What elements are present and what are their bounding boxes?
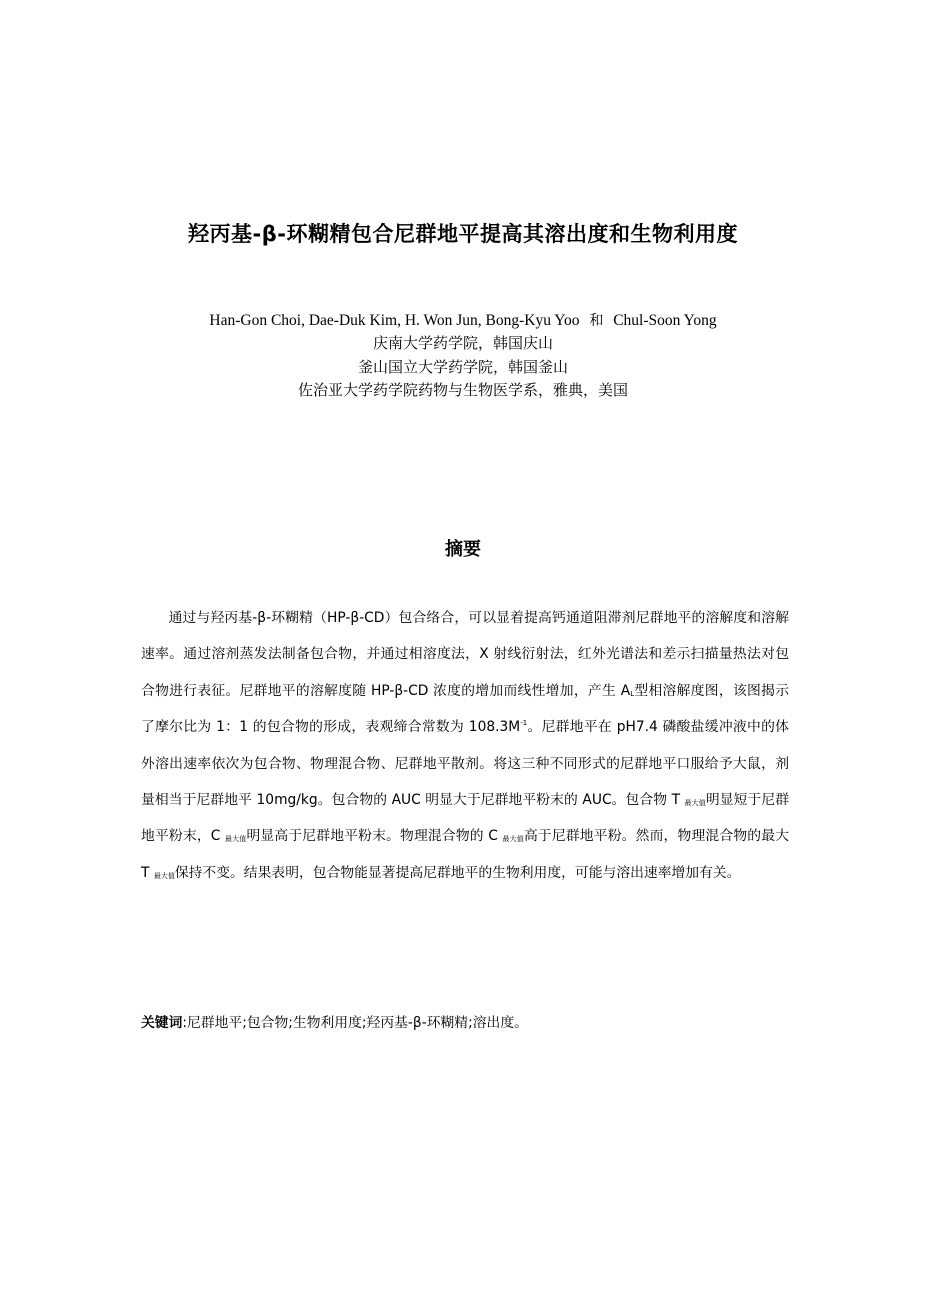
abstract-text: 型相溶解度图，该图揭示了摩尔比为 1：1 的包合物的形成，表观缔合常数为 108.3M: [141, 682, 789, 736]
abstract-text: 高于尼群地平粉。然而，物理混合物的最大 T: [141, 828, 790, 881]
subscript-l: L: [630, 689, 635, 698]
superscript-neg1: -1: [520, 719, 528, 728]
subscript-max: 最大值: [224, 835, 247, 844]
abstract-text: 保持不变。结果表明，包合物能显著提高尼群地平的生物利用度，可能与溶出速率增加有关。: [174, 864, 741, 881]
abstract-text: 明显高于尼群地平粉末。物理混合物的 C: [246, 828, 503, 845]
subscript-max: 最大值: [502, 835, 524, 844]
affiliation-line: 釜山国立大学药学院，韩国釜山: [357, 357, 568, 376]
author-conjunction: 和: [589, 313, 604, 329]
keywords-label: 关键词: [141, 1015, 183, 1031]
author-names: Han-Gon Choi, Dae-Duk Kim, H. Won Jun, Bong-Kyu Yoo: [209, 312, 580, 329]
abstract-text: 通过与羟丙基-β-环糊精（HP-β-CD）包合络合，可以显着提高钙通道阻滞剂尼群地平的溶解度和溶解速率。通过溶剂蒸发法制备包合物，并通过相溶度法，X 射线衍射法，红外光谱法和差示扫描量热法对包合物进行表征。尼群地平的溶解度随 HP-β-CD 浓度的增加而线性增加，产生 A: [141, 610, 789, 699]
abstract-text: 。尼群地平在 pH7.4 磷酸盐缓冲液中的体外溶出速率依次为包合物、物理混合物、尼群地平散剂。将这三种不同形式的尼群地平口服给予大鼠，剂量相当于尼群地平 10mg/kg。包合物的 AUC 明显大于尼群地平粉末的 AUC。包合物 T: [141, 719, 789, 809]
keywords-text: :尼群地平;包合物;生物利用度;羟丙基-β-环糊精;溶出度。: [182, 1015, 528, 1031]
paper-title: 羟丙基-β-环糊精包合尼群地平提高其溶出度和生物利用度: [188, 222, 738, 246]
subscript-max: 最大值: [684, 799, 706, 808]
affiliation-list: [0, 332, 926, 403]
author-last: Chul-Soon Yong: [613, 312, 717, 329]
author-list: [0, 310, 926, 332]
affiliation-line: 佐治亚大学药学院药物与生物医学系，雅典，美国: [297, 381, 628, 399]
subscript-max: 最大值: [153, 871, 175, 880]
abstract-paragraph: [141, 600, 789, 891]
abstract-text: 明显短于尼群地平粉末，C: [141, 792, 790, 845]
affiliation-line: 庆南大学药学院，韩国庆山: [372, 334, 553, 352]
abstract-heading: 摘要: [445, 539, 481, 560]
keywords-line: [141, 1011, 789, 1035]
